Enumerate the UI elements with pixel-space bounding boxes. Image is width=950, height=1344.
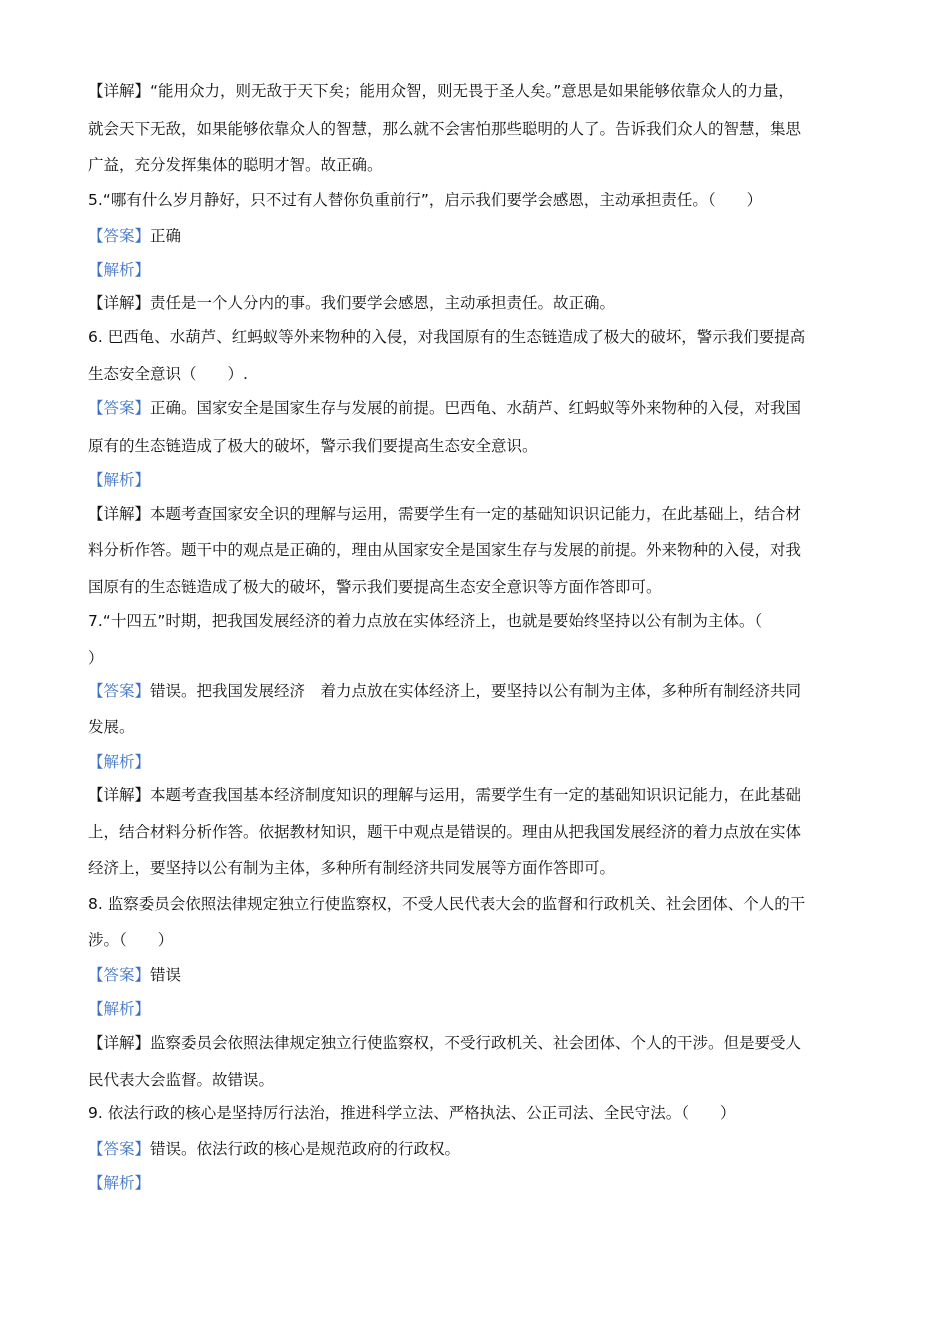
text-line (88, 997, 150, 1019)
line-text: 上，结合材料分析作答。依据教材知识，题干中观点是错误的。理由从把我国发展经济的着力点放在实体 (88, 823, 802, 841)
line-text: 广益，充分发挥集体的聪明才智。故正确。 (88, 156, 383, 174)
line-text: 就会天下无敌，如果能够依靠众人的智慧，那么就不会害怕那些聪明的人了。告诉我们众人的智慧，集思 (88, 120, 802, 138)
section-tag: 【答案】 (88, 1140, 151, 1158)
text-line (88, 928, 173, 950)
line-text: 生态安全意识（ ）. (88, 365, 248, 383)
text-line (88, 117, 801, 139)
text-line (88, 856, 615, 878)
section-tag: 【答案】 (88, 227, 151, 245)
line-text: 8. 监察委员会依照法律规定独立行使监察权，不受人民代表大会的监督和行政机关、社会团体、个人的干 (88, 895, 806, 913)
line-text: 监察委员会依照法律规定独立行使监察权，不受行政机关、社会团体、个人的干涉。但是要受人 (150, 1034, 802, 1052)
line-text: 经济上，要坚持以公有制为主体，多种所有制经济共同发展等方面作答即可。 (88, 859, 616, 877)
line-text: 国原有的生态链造成了极大的破坏，警示我们要提高生态安全意识等方面作答即可。 (88, 578, 662, 596)
line-text: 料分析作答。题干中的观点是正确的，理由从国家安全是国家生存与发展的前提。外来物种的入侵，对我 (88, 541, 802, 559)
line-text: 5.“哪有什么岁月静好，只不过有人替你负重前行”，启示我们要学会感恩，主动承担责任。（ ） (88, 191, 763, 209)
line-text: 原有的生态链造成了极大的破坏，警示我们要提高生态安全意识。 (88, 437, 538, 455)
text-line (88, 224, 181, 246)
text-line (88, 434, 538, 456)
line-text: 正确 (150, 227, 182, 245)
section-tag: 【详解】 (88, 294, 151, 312)
line-text: 错误。把我国发展经济 着力点放在实体经济上，要坚持以公有制为主体，多种所有制经济共同 (150, 682, 802, 700)
text-line (88, 325, 805, 347)
line-text: 责任是一个人分内的事。我们要学会感恩，主动承担责任。故正确。 (150, 294, 616, 312)
text-line (88, 502, 801, 524)
text-line (88, 679, 801, 701)
section-tag: 【解析】 (88, 753, 151, 771)
text-line (88, 362, 248, 384)
text-line (88, 783, 801, 805)
line-text: 9. 依法行政的核心是坚持厉行法治，推进科学立法、严格执法、公正司法、全民守法。（ ） (88, 1104, 736, 1122)
text-line (88, 575, 662, 597)
line-text: 错误 (150, 966, 182, 984)
text-line (88, 468, 150, 490)
section-tag: 【详解】 (88, 505, 151, 523)
text-line (88, 609, 762, 631)
line-text: 涉。（ ） (88, 931, 174, 949)
text-line (88, 153, 383, 175)
section-tag: 【解析】 (88, 1174, 151, 1192)
text-line (88, 396, 801, 418)
line-text: 民代表大会监督。故错误。 (88, 1071, 275, 1089)
section-tag: 【详解】 (88, 82, 151, 100)
text-line (88, 1171, 150, 1193)
text-line (88, 750, 150, 772)
line-text: 6. 巴西龟、水葫芦、红蚂蚁等外来物种的入侵，对我国原有的生态链造成了极大的破坏，警示我们要提高 (88, 328, 806, 346)
section-tag: 【答案】 (88, 682, 151, 700)
line-text: “能用众力，则无敌于天下矣；能用众智，则无畏于圣人矣。”意思是如果能够依靠众人的力量， (150, 82, 794, 100)
text-line (88, 646, 104, 668)
section-tag: 【答案】 (88, 966, 151, 984)
section-tag: 【解析】 (88, 471, 151, 489)
text-line (88, 538, 801, 560)
section-tag: 【解析】 (88, 1000, 151, 1018)
text-line (88, 1031, 801, 1053)
text-line (88, 1137, 460, 1159)
text-line (88, 258, 150, 280)
text-line (88, 79, 794, 101)
text-line (88, 1101, 735, 1123)
section-tag: 【详解】 (88, 786, 151, 804)
text-line (88, 963, 181, 985)
line-text: 正确。国家安全是国家生存与发展的前提。巴西龟、水葫芦、红蚂蚁等外来物种的入侵，对我国 (150, 399, 802, 417)
section-tag: 【详解】 (88, 1034, 151, 1052)
line-text: ） (88, 649, 104, 667)
section-tag: 【解析】 (88, 261, 151, 279)
text-line (88, 892, 805, 914)
line-text: 发展。 (88, 718, 135, 736)
text-line (88, 820, 801, 842)
text-line (88, 1068, 274, 1090)
text-line (88, 291, 615, 313)
line-text: 错误。依法行政的核心是规范政府的行政权。 (150, 1140, 461, 1158)
line-text: 本题考查我国基本经济制度知识的理解与运用，需要学生有一定的基础知识识记能力，在此基础 (150, 786, 802, 804)
line-text: 7.“十四五”时期，把我国发展经济的着力点放在实体经济上，也就是要始终坚持以公有制为主体。（ (88, 612, 763, 630)
text-line (88, 188, 762, 210)
text-line (88, 715, 135, 737)
section-tag: 【答案】 (88, 399, 151, 417)
line-text: 本题考查国家安全识的理解与运用，需要学生有一定的基础知识识记能力，在此基础上，结合材 (150, 505, 802, 523)
